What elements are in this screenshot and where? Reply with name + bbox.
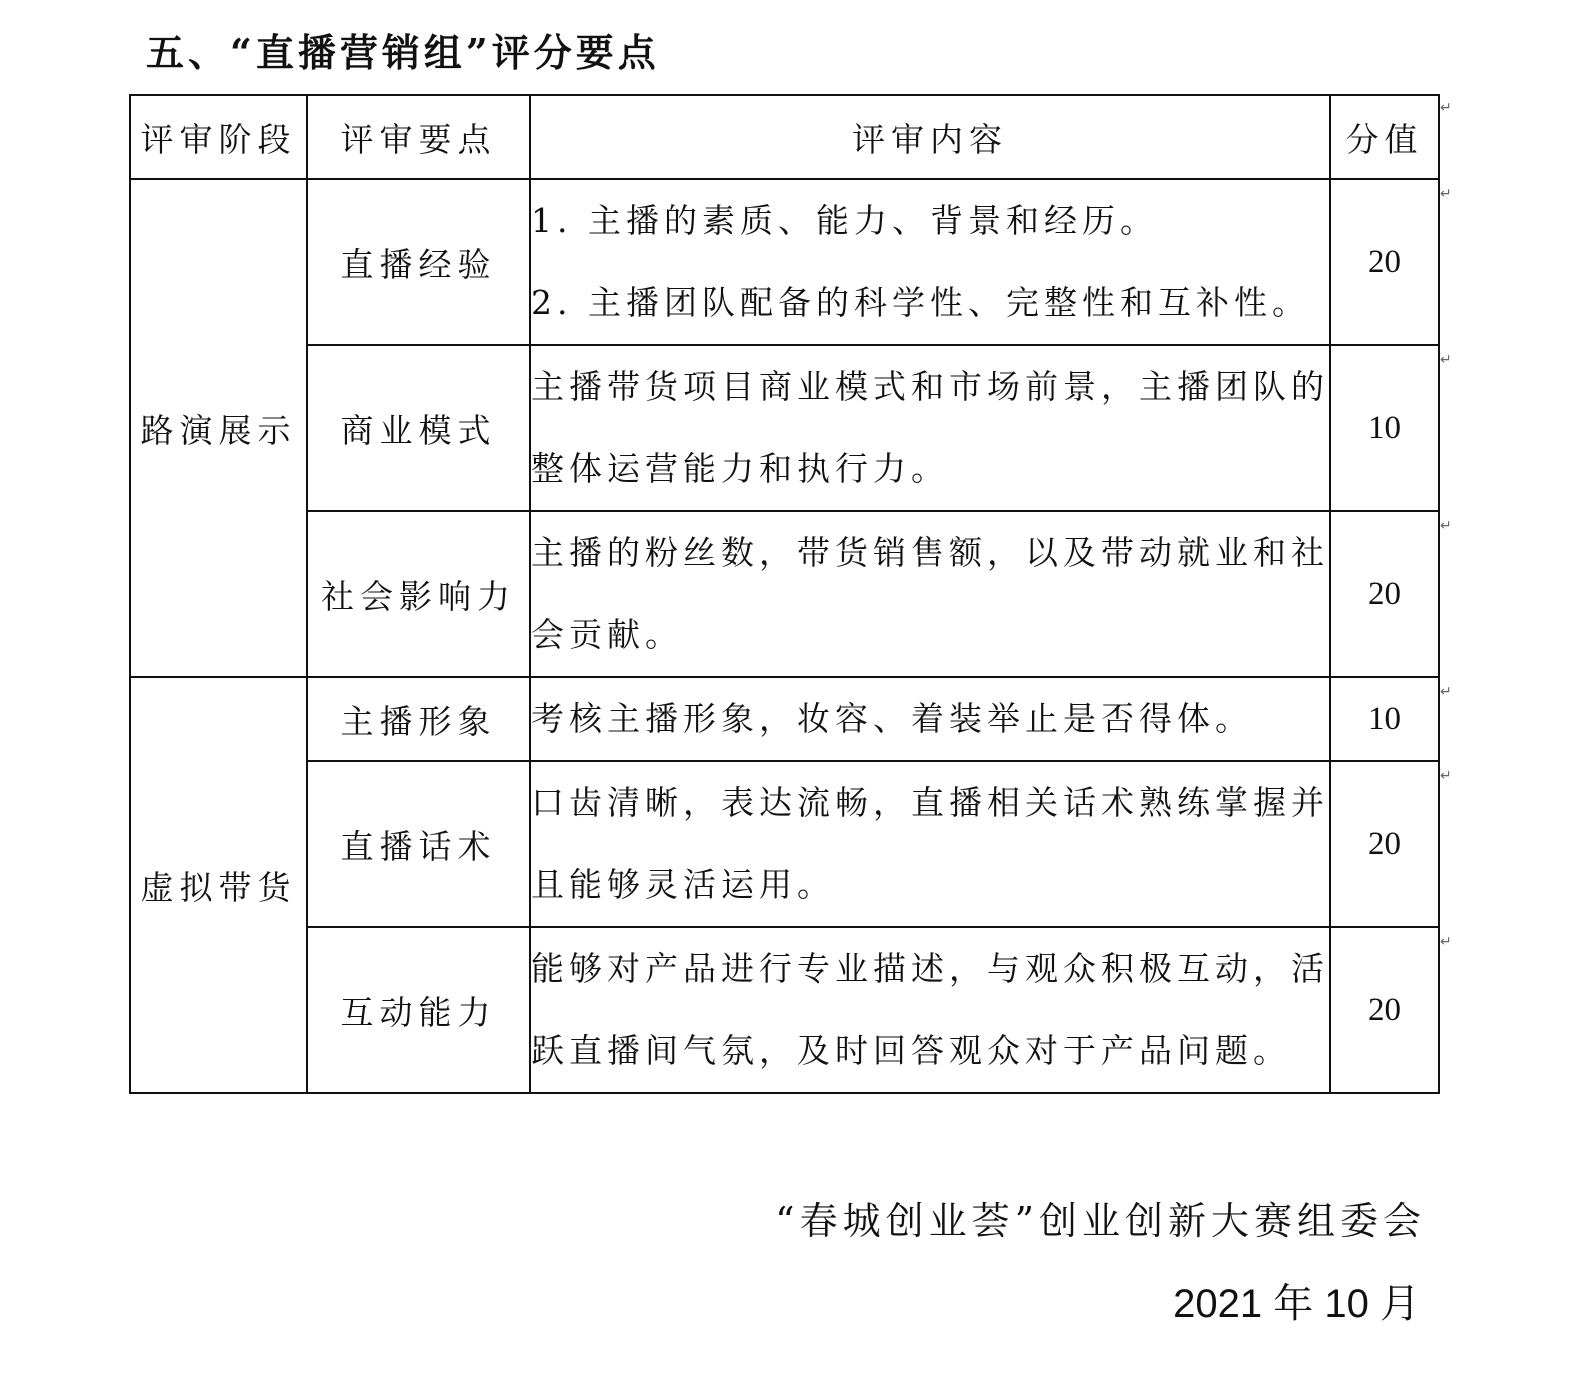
content-cell <box>530 345 1330 511</box>
score-cell: 20 <box>1330 511 1439 677</box>
content-line: 整体运营能力和执行力。 <box>531 449 949 488</box>
header-stage: 评审阶段 <box>130 95 307 179</box>
table-row <box>130 927 1439 1093</box>
table-row <box>130 761 1439 927</box>
content-cell <box>530 511 1330 677</box>
point-cell: 直播话术 <box>307 761 530 927</box>
header-score: 分值 <box>1330 95 1439 179</box>
table-row <box>130 511 1439 677</box>
row-end-mark-icon: ↵ <box>1440 352 1452 368</box>
row-end-mark-icon: ↵ <box>1440 518 1452 534</box>
section-heading: 五、“直播营销组”评分要点 <box>146 30 660 75</box>
score-cell: 20 <box>1330 179 1439 345</box>
row-end-mark-icon: ↵ <box>1440 186 1452 202</box>
content-line: 且能够灵活运用。 <box>531 865 835 904</box>
content-cell <box>530 927 1330 1093</box>
content-line: 2. 主播团队配备的科学性、完整性和互补性。 <box>531 283 1310 322</box>
header-content: 评审内容 <box>530 95 1330 179</box>
row-end-mark-icon: ↵ <box>1440 684 1452 700</box>
score-cell: 20 <box>1330 761 1439 927</box>
content-line: 能够对产品进行专业描述，与观众积极互动，活 <box>531 949 1329 988</box>
row-end-mark-icon: ↵ <box>1440 100 1452 116</box>
content-line: 主播带货项目商业模式和市场前景，主播团队的 <box>531 367 1329 406</box>
point-cell: 直播经验 <box>307 179 530 345</box>
point-cell: 主播形象 <box>307 677 530 761</box>
score-cell: 20 <box>1330 927 1439 1093</box>
scoring-table <box>129 94 1440 1094</box>
score-cell: 10 <box>1330 345 1439 511</box>
table-row <box>130 345 1439 511</box>
row-end-mark-icon: ↵ <box>1440 934 1452 950</box>
content-line: 主播的粉丝数，带货销售额，以及带动就业和社 <box>531 533 1329 572</box>
content-cell <box>530 179 1330 345</box>
score-cell: 10 <box>1330 677 1439 761</box>
stage-cell: 虚拟带货 <box>130 677 307 1093</box>
table-header-row <box>130 95 1439 179</box>
content-cell <box>530 761 1330 927</box>
point-cell: 互动能力 <box>307 927 530 1093</box>
point-cell: 社会影响力 <box>307 511 530 677</box>
header-point: 评审要点 <box>307 95 530 179</box>
point-cell: 商业模式 <box>307 345 530 511</box>
table-row <box>130 179 1439 345</box>
content-line: 会贡献。 <box>531 615 683 654</box>
table-row <box>130 677 1439 761</box>
signature-date: 2021 年 10 月 <box>1173 1282 1420 1326</box>
content-line: 1. 主播的素质、能力、背景和经历。 <box>531 201 1158 240</box>
stage-cell: 路演展示 <box>130 179 307 677</box>
content-line: 考核主播形象，妆容、着装举止是否得体。 <box>531 699 1253 738</box>
content-line: 口齿清晰，表达流畅，直播相关话术熟练掌握并 <box>531 783 1329 822</box>
content-cell <box>530 677 1330 761</box>
organizer-signature: “春城创业荟”创业创新大赛组委会 <box>775 1199 1426 1243</box>
row-end-mark-icon: ↵ <box>1440 768 1452 784</box>
content-line: 跃直播间气氛，及时回答观众对于产品问题。 <box>531 1031 1291 1070</box>
